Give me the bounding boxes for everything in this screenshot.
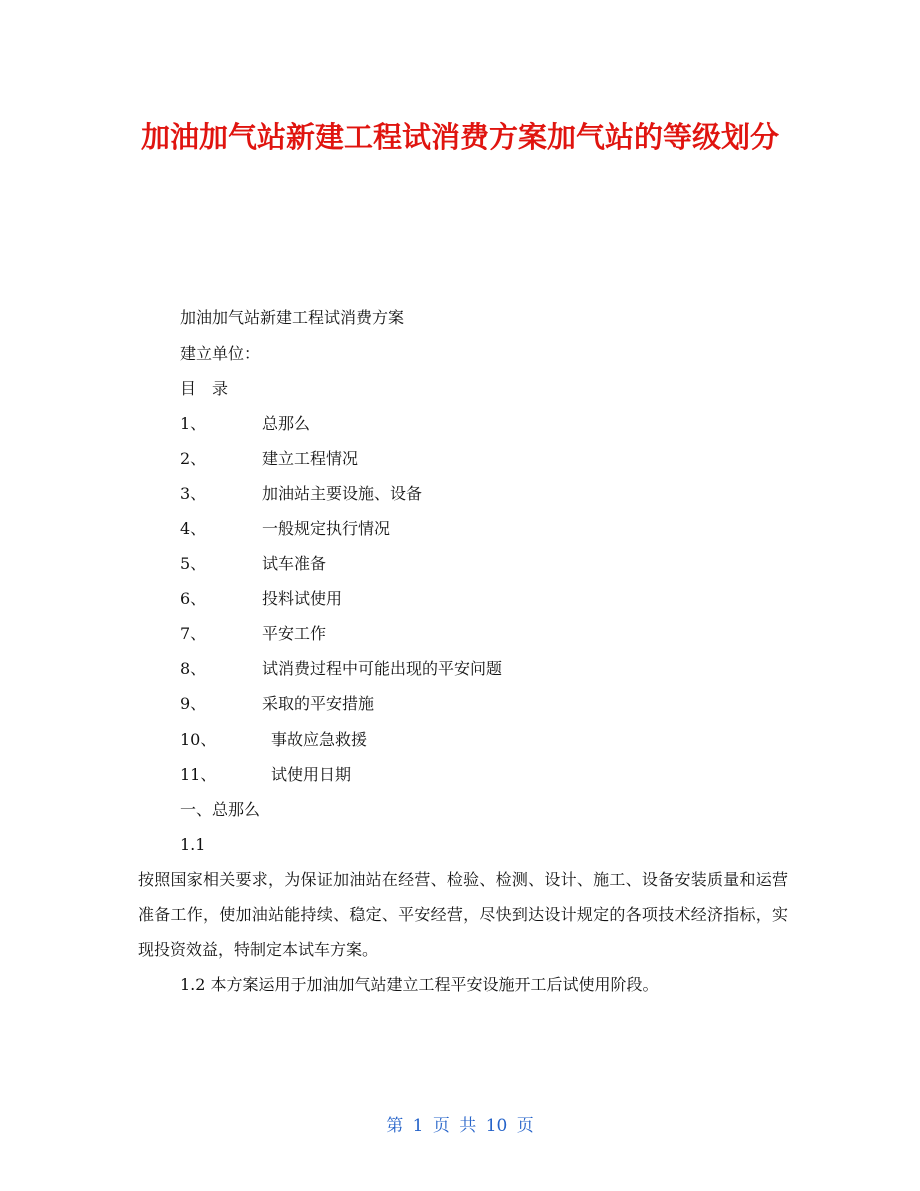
- page-footer: 第 1 页 共 10 页: [386, 1116, 534, 1136]
- toc-item-label: 一般规定执行情况: [262, 519, 391, 538]
- toc-item[interactable]: [180, 728, 367, 752]
- section-heading: 一、总那么: [180, 800, 261, 819]
- toc-item-number: 9、: [180, 694, 207, 713]
- toc-item-number: 8、: [180, 659, 207, 678]
- toc-item-label: 试消费过程中可能出现的平安问题: [262, 659, 503, 678]
- clause-number: 1.1: [180, 835, 206, 854]
- toc-item[interactable]: [180, 657, 502, 681]
- toc-item[interactable]: [180, 622, 326, 646]
- toc-item[interactable]: [180, 692, 374, 716]
- toc-item-number: 3、: [180, 484, 207, 503]
- toc-item[interactable]: [180, 763, 351, 787]
- toc-item-label: 试使用日期: [271, 765, 352, 784]
- toc-item[interactable]: [180, 447, 358, 471]
- toc-item-label: 投料试使用: [262, 589, 343, 608]
- toc-item[interactable]: [180, 412, 310, 436]
- clause-paragraph: 按照国家相关要求，为保证加油站在经营、检验、检测、设计、施工、设备安装质量和运营准备工作，使加油站能持续、稳定、平安经营，尽快到达设计规定的各项技术经济指标，实现投资效益，特制定本试车方案。: [138, 870, 788, 959]
- toc-item-label: 建立工程情况: [262, 449, 359, 468]
- toc-item-number: 7、: [180, 624, 207, 643]
- toc-item-label: 总那么: [262, 414, 311, 433]
- toc-item[interactable]: [180, 482, 422, 506]
- page-title: 加油加气站新建工程试消费方案加气站的等级划分: [140, 120, 779, 154]
- toc-item[interactable]: [180, 552, 326, 576]
- doc-heading: 加油加气站新建工程试消费方案: [180, 308, 405, 327]
- toc-item-label: 平安工作: [262, 624, 327, 643]
- toc-item-label: 试车准备: [262, 554, 327, 573]
- toc-item-number: 10、: [180, 730, 217, 749]
- clause-paragraph-short: 1.2 本方案运用于加油加气站建立工程平安设施开工后试使用阶段。: [180, 975, 659, 994]
- toc-item[interactable]: [180, 517, 390, 541]
- toc-item-number: 4、: [180, 519, 207, 538]
- toc-item-label: 加油站主要设施、设备: [262, 484, 423, 503]
- toc-item-number: 1、: [180, 414, 207, 433]
- toc-item[interactable]: [180, 587, 342, 611]
- toc-item-number: 6、: [180, 589, 207, 608]
- toc-item-number: 2、: [180, 449, 207, 468]
- toc-label: 目 录: [180, 379, 229, 398]
- toc-item-label: 采取的平安措施: [262, 694, 375, 713]
- unit-label: 建立单位：: [180, 344, 261, 363]
- toc-item-number: 11、: [180, 765, 217, 784]
- toc-item-number: 5、: [180, 554, 207, 573]
- toc-item-label: 事故应急救援: [271, 730, 368, 749]
